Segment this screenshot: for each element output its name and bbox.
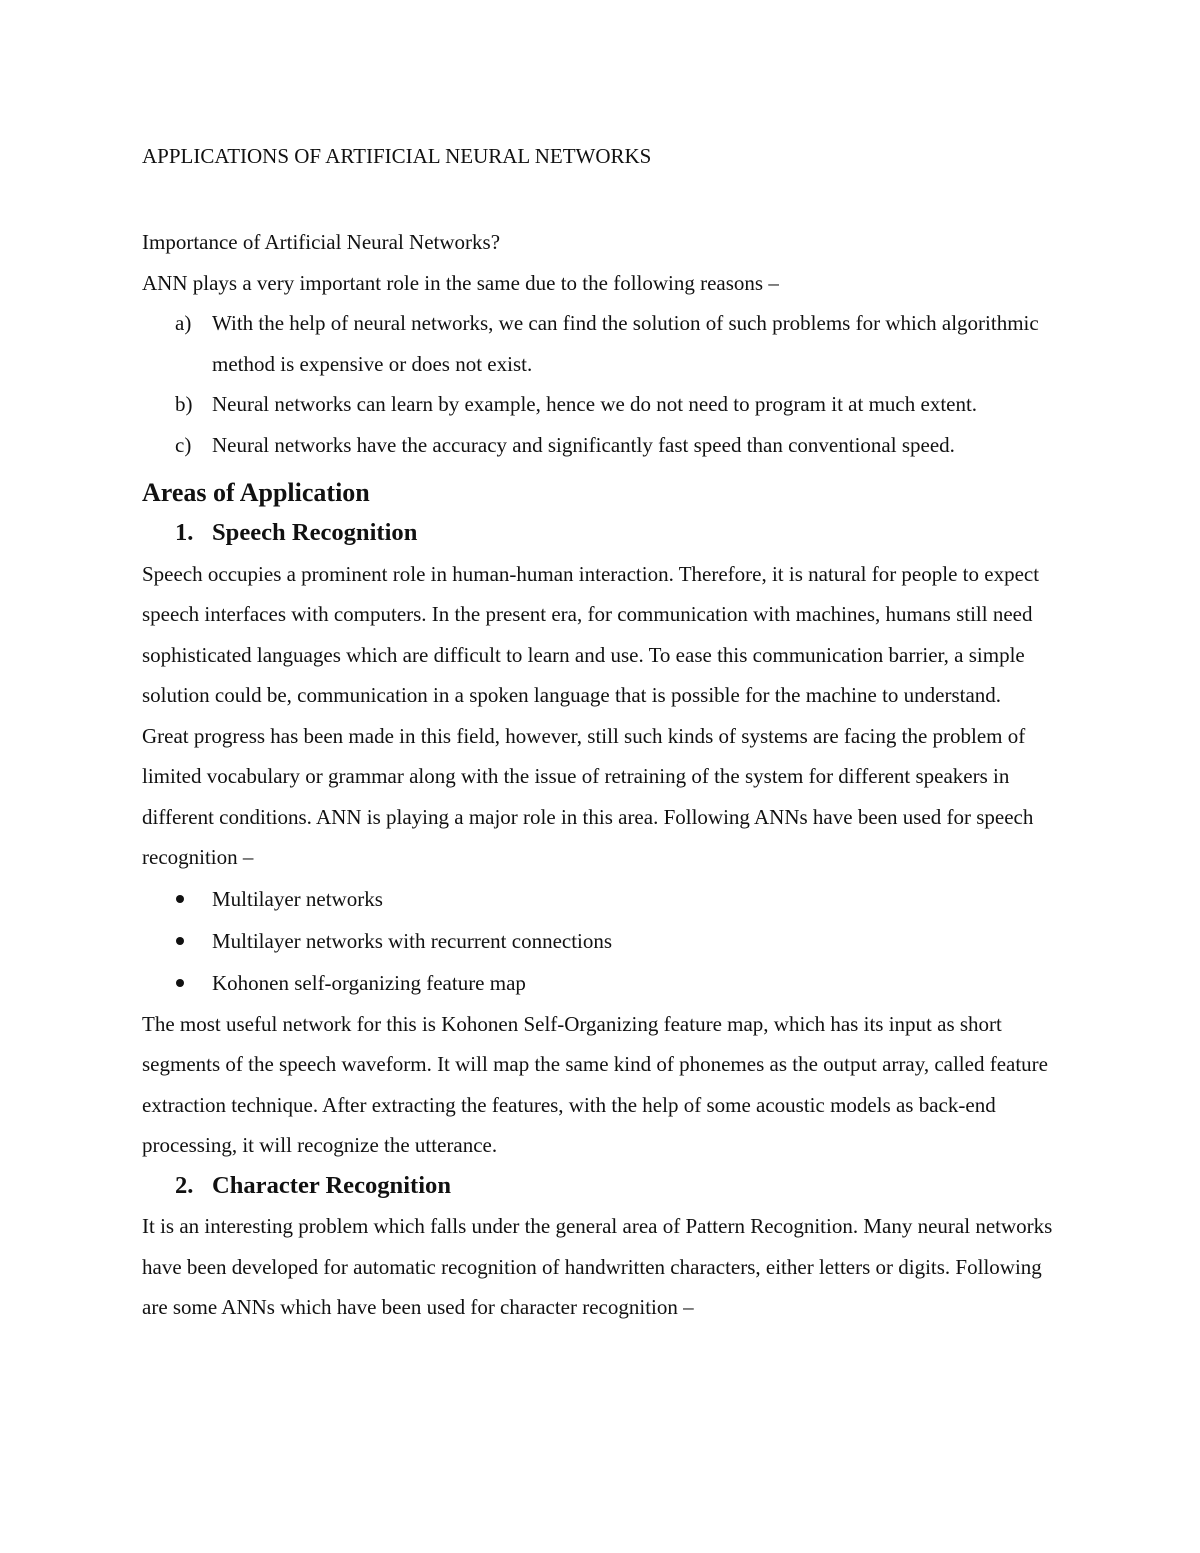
bullet-icon [176, 895, 184, 903]
character-paragraph-1: It is an interesting problem which falls under the general area of Pattern Recognition. Many neural networks have been developed for automatic recognition of handwritten characters, either letters or digits. Following are some ANNs which have been used for character recognition – [142, 1214, 1053, 1319]
importance-question: Importance of Artificial Neural Networks? [142, 230, 501, 254]
reasons-list [142, 303, 1062, 465]
list-item-text: Kohonen self-organizing feature map [212, 970, 526, 995]
speech-paragraph-2: Great progress has been made in this field, however, still such kinds of systems are facing the problem of limited vocabulary or grammar along with the issue of retraining of the system for different speakers in different conditions. ANN is playing a major role in this area. Following ANNs have been used for speech recognition – [142, 723, 1034, 869]
list-item-text: Neural networks can learn by example, hence we do not need to program it at much extent. [212, 392, 978, 416]
list-item-text: Multilayer networks [212, 886, 383, 911]
document-page [142, 140, 1062, 1328]
list-item [142, 878, 1062, 920]
list-item-text: Neural networks have the accuracy and significantly fast speed than conventional speed. [212, 432, 955, 457]
speech-paragraph-1: Speech occupies a prominent role in human-human interaction. Therefore, it is natural for people to expect speech interfaces with computers. In the present era, for communication with machines, humans still need sophisticated languages which are difficult to learn and use. To ease this communication barrier, a simple solution could be, communication in a spoken language that is possible for the machine to understand. [142, 561, 1040, 707]
bullet-icon [176, 937, 184, 945]
speech-paragraph-3: The most useful network for this is Kohonen Self-Organizing feature map, which has its input as short segments of the speech waveform. It will map the same kind of phonemes as the output array, called feature extraction technique. After extracting the features, with the help of some acoustic models as back-end processing, it will recognize the utterance. [142, 1011, 1048, 1157]
list-item [142, 962, 1062, 1004]
bullet-icon [176, 979, 184, 987]
document-title: APPLICATIONS OF ARTIFICIAL NEURAL NETWORKS [142, 144, 652, 168]
areas-heading: Areas of Application [142, 478, 370, 507]
section-heading-text: Character Recognition [212, 1171, 451, 1199]
list-marker: a) [175, 311, 192, 335]
speech-heading [142, 513, 1062, 554]
list-marker: c) [175, 432, 192, 457]
list-item [142, 303, 1062, 384]
speech-ann-list [142, 878, 1062, 1004]
section-number: 1. [175, 519, 194, 546]
list-item [142, 425, 1062, 466]
list-item [142, 920, 1062, 962]
importance-intro: ANN plays a very important role in the same due to the following reasons – [142, 270, 779, 295]
list-marker: b) [175, 392, 193, 416]
list-item-text: With the help of neural networks, we can find the solution of such problems for which algorithmic method is expensive or does not exist. [212, 311, 1039, 376]
list-item [142, 384, 1062, 425]
character-heading [142, 1166, 1062, 1207]
section-number: 2. [175, 1171, 194, 1199]
section-heading-text: Speech Recognition [212, 519, 418, 546]
list-item-text: Multilayer networks with recurrent connections [212, 928, 613, 953]
